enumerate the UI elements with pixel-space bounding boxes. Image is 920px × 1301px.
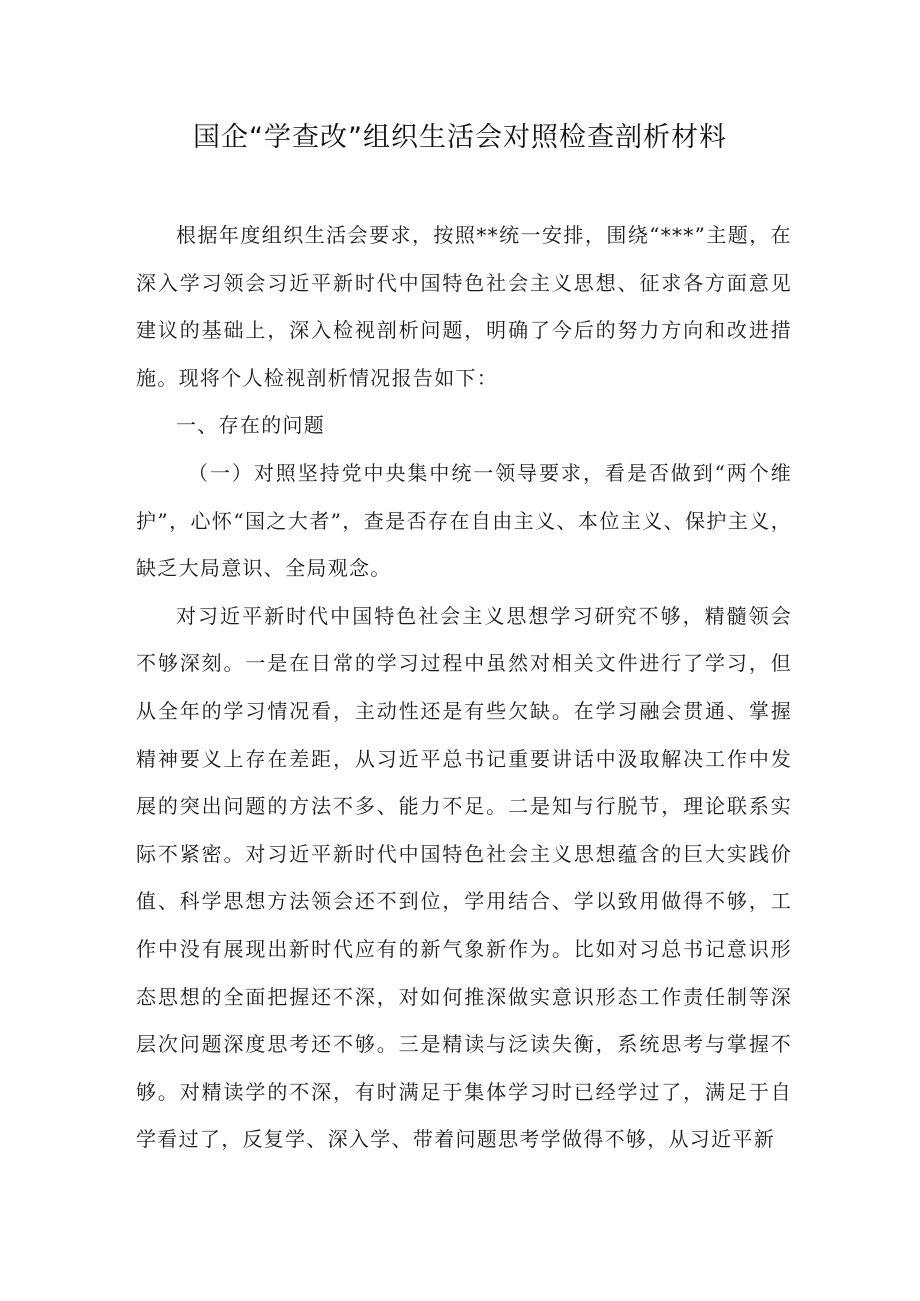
body-paragraph: 对习近平新时代中国特色社会主义思想学习研究不够，精髓领会不够深刻。一是在日常的学习过程中虽然对相关文件进行了学习，但从全年的学习情况看，主动性还是有些欠缺。在学习融会贯通、掌握精神要义上存在差距，从习近平总书记重要讲话中汲取解决工作中发展的突出问题的方法不多、能力不足。二是知与行脱节，理论联系实际不紧密。对习近平新时代中国特色社会主义思想蕴含的巨大实践价值、科学思想方法领会还不到位，学用结合、学以致用做得不够，工作中没有展现出新时代应有的新气象新作为。比如对习总书记意识形态思想的全面把握还不深，对如何推深做实意识形态工作责任制等深层次问题深度思考还不够。三是精读与泛读失衡，系统思考与掌握不够。对精读学的不深，有时满足于集体学习时已经学过了，满足于自学看过了，反复学、深入学、带着问题思考学做得不够，从习近平新 <box>136 603 792 1152</box>
document-body <box>136 212 792 1164</box>
document-title: 国企“学查改”组织生活会对照检查剖析材料 <box>193 122 727 153</box>
section-heading-problems: 一、存在的问题 <box>176 413 326 438</box>
intro-paragraph: 根据年度组织生活会要求，按照**统一安排，围绕“***”主题，在深入学习领会习近平新时代中国特色社会主义思想、征求各方面意见建议的基础上，深入检视剖析问题，明确了今后的努力方向和改进措施。现将个人检视剖析情况报告如下： <box>136 223 792 390</box>
subsection-heading-1: （一）对照坚持党中央集中统一领导要求，看是否做到“两个维护”，心怀“国之大者”，查是否存在自由主义、本位主义、保护主义，缺乏大局意识、全局观念。 <box>136 460 792 581</box>
